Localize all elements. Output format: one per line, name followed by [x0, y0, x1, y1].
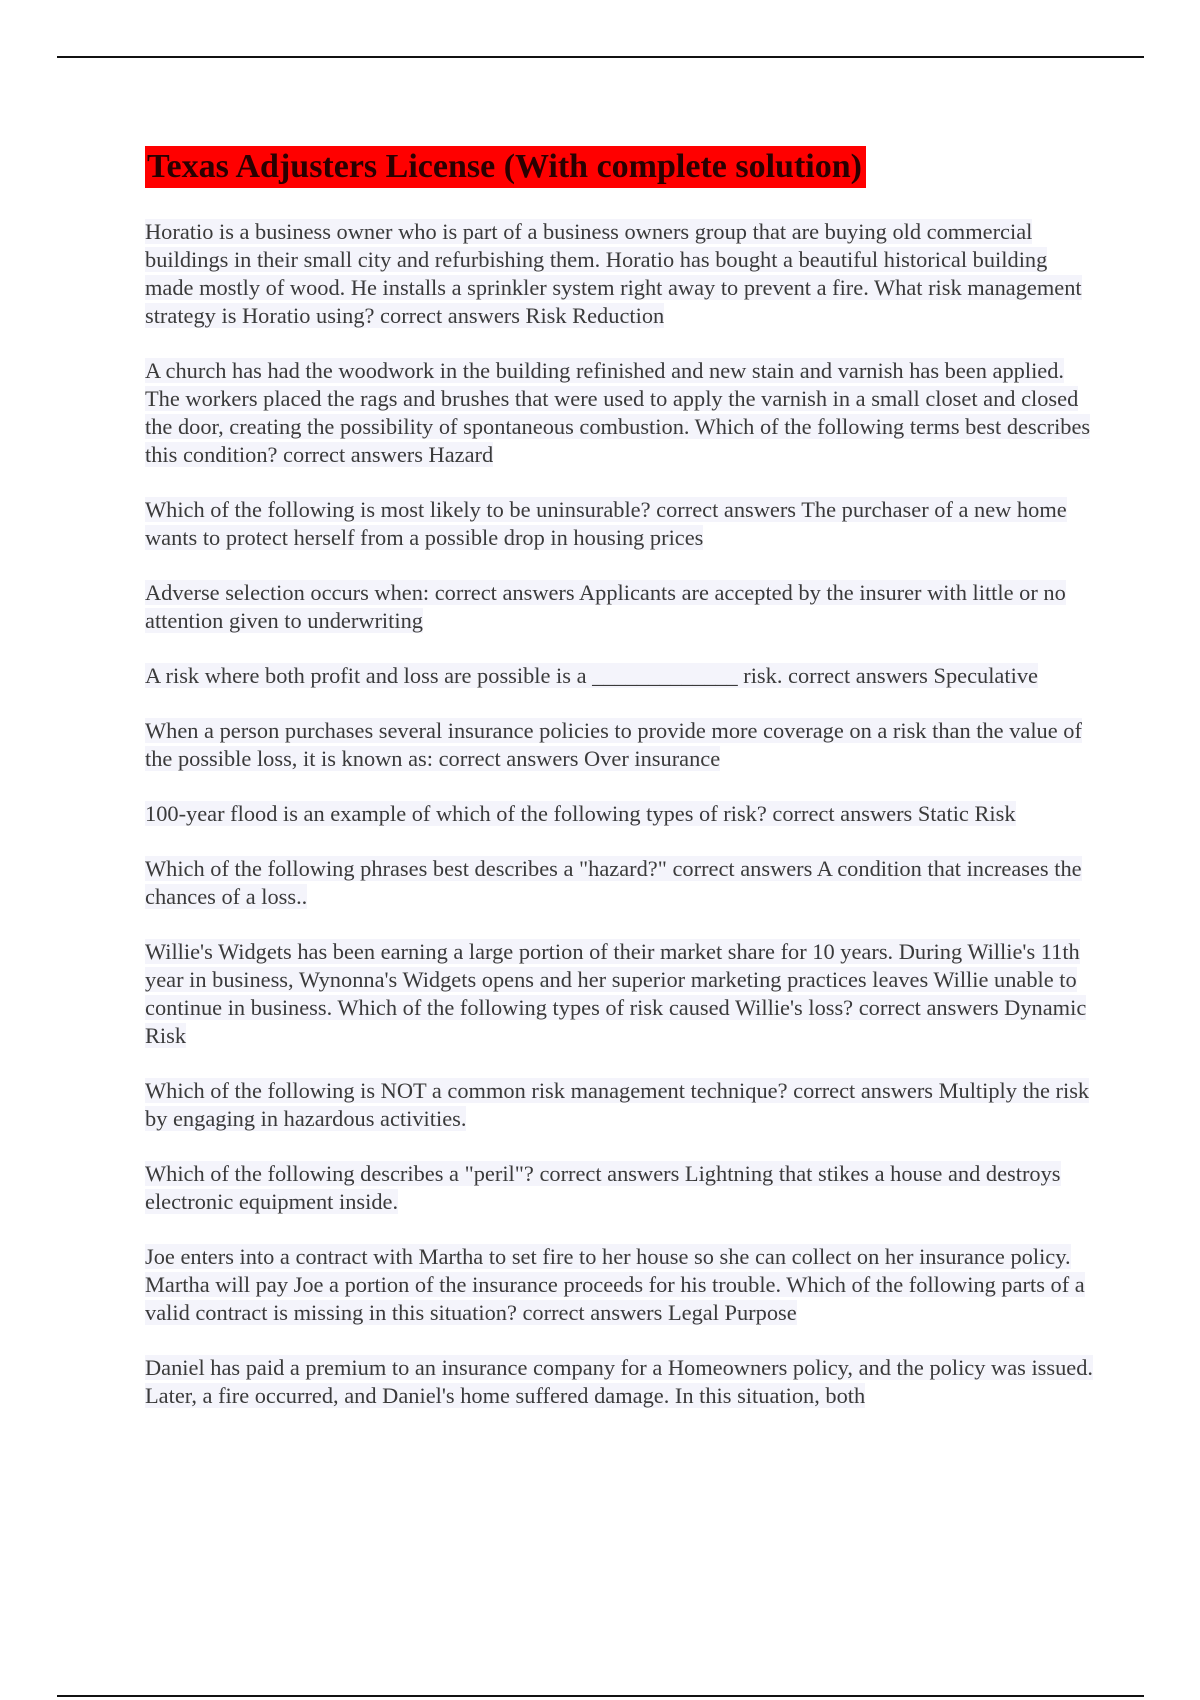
- title-block: [145, 146, 1100, 188]
- qa-text: When a person purchases several insurance policies to provide more coverage on a risk than the value of the possible loss, it is known as: correct answers Over insurance: [145, 718, 1082, 771]
- qa-text: Which of the following describes a "peril"? correct answers Lightning that stikes a house and destroys electronic equipment inside.: [145, 1161, 1061, 1214]
- document-body: [145, 146, 1100, 1437]
- qa-text: A risk where both profit and loss are possible is a _____________ risk. correct answers Speculative: [145, 663, 1038, 688]
- qa-text: A church has had the woodwork in the building refinished and new stain and varnish has been applied. The workers placed the rags and brushes that were used to apply the varnish in a small closet and closed the door, creating the possibility of spontaneous combustion. Which of the following terms best describes this condition? correct answers Hazard: [145, 358, 1091, 467]
- qa-item-10: [145, 1077, 1100, 1133]
- qa-item-9: [145, 938, 1100, 1050]
- qa-item-5: [145, 662, 1100, 690]
- qa-text: 100-year flood is an example of which of the following types of risk? correct answers Static Risk: [145, 801, 1016, 826]
- qa-item-12: [145, 1243, 1100, 1327]
- qa-text: Willie's Widgets has been earning a large portion of their market share for 10 years. During Willie's 11th year in business, Wynonna's Widgets opens and her superior marketing practices leaves Willie unable to continue in business. Which of the following types of risk caused Willie's loss? correct answers Dynamic Risk: [145, 939, 1087, 1048]
- qa-item-8: [145, 855, 1100, 911]
- qa-item-3: [145, 496, 1100, 552]
- qa-item-2: [145, 357, 1100, 469]
- top-rule: [57, 56, 1144, 58]
- qa-item-4: [145, 579, 1100, 635]
- bottom-rule: [57, 1695, 1144, 1697]
- document-title: Texas Adjusters License (With complete solution): [145, 146, 866, 188]
- qa-text: Joe enters into a contract with Martha to set fire to her house so she can collect on her insurance policy. Martha will pay Joe a portion of the insurance proceeds for his trouble. Which of the following parts of a valid contract is missing in this situation? correct answers Legal Purpose: [145, 1244, 1085, 1325]
- qa-item-11: [145, 1160, 1100, 1216]
- qa-item-6: [145, 717, 1100, 773]
- qa-text: Which of the following phrases best describes a "hazard?" correct answers A condition that increases the chances of a loss..: [145, 856, 1082, 909]
- qa-item-1: [145, 218, 1100, 330]
- qa-item-13: [145, 1354, 1100, 1410]
- qa-text: Which of the following is NOT a common risk management technique? correct answers Multiply the risk by engaging in hazardous activities.: [145, 1078, 1090, 1131]
- qa-text: Daniel has paid a premium to an insurance company for a Homeowners policy, and the policy was issued. Later, a fire occurred, and Daniel's home suffered damage. In this situation, both: [145, 1355, 1094, 1408]
- qa-text: Which of the following is most likely to be uninsurable? correct answers The purchaser of a new home wants to protect herself from a possible drop in housing prices: [145, 497, 1067, 550]
- qa-text: Horatio is a business owner who is part of a business owners group that are buying old commercial buildings in their small city and refurbishing them. Horatio has bought a beautiful historical building made mostly of wood. He installs a sprinkler system right away to prevent a fire. What risk management strategy is Horatio using? correct answers Risk Reduction: [145, 219, 1082, 328]
- qa-text: Adverse selection occurs when: correct answers Applicants are accepted by the insurer with little or no attention given to underwriting: [145, 580, 1066, 633]
- qa-item-7: [145, 800, 1100, 828]
